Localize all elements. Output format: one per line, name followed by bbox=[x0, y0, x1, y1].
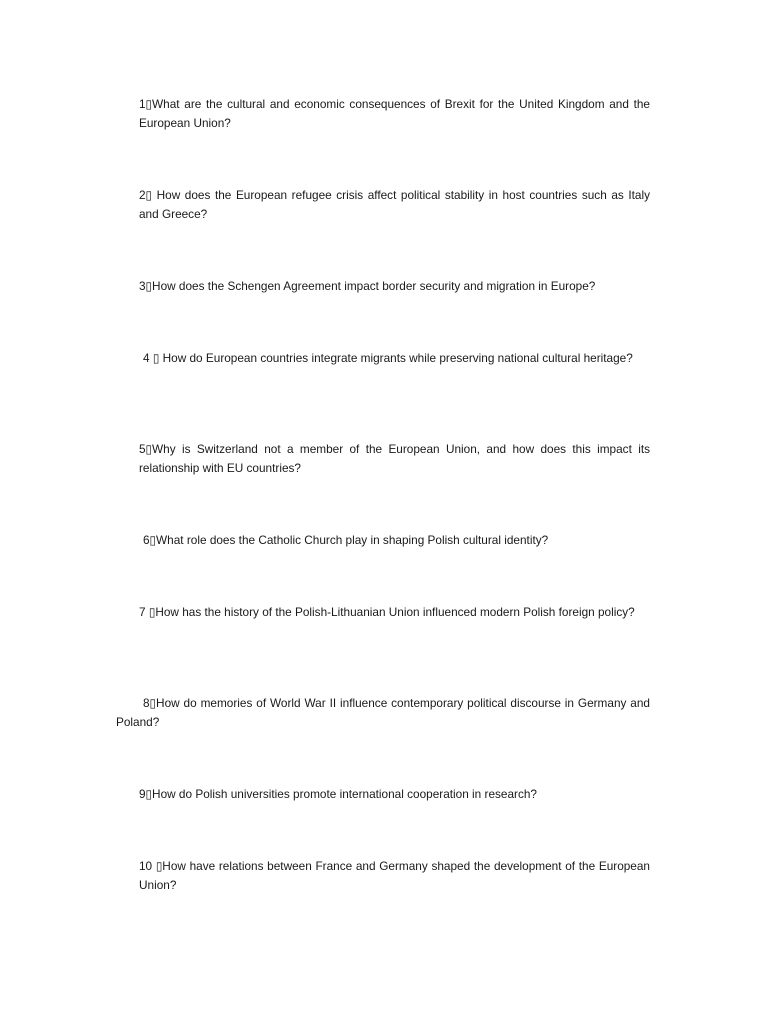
question-1: 1▯What are the cultural and economic consequences of Brexit for the United Kingdom and the European Union? bbox=[139, 97, 650, 130]
question-4: 4 ▯ How do European countries integrate migrants while preserving national cultural heritage? bbox=[143, 351, 633, 365]
question-7: 7 ▯How has the history of the Polish-Lithuanian Union influenced modern Polish foreign policy? bbox=[139, 605, 635, 619]
question-10: 10 ▯How have relations between France and Germany shaped the development of the European Union? bbox=[139, 859, 650, 892]
question-8: 8▯How do memories of World War II influence contemporary political discourse in Germany and Poland? bbox=[116, 696, 650, 729]
question-9: 9▯How do Polish universities promote international cooperation in research? bbox=[139, 787, 537, 801]
question-6: 6▯What role does the Catholic Church play in shaping Polish cultural identity? bbox=[143, 533, 549, 547]
question-5: 5▯Why is Switzerland not a member of the European Union, and how does this impact its relationship with EU countries? bbox=[139, 442, 650, 475]
question-2: 2▯ How does the European refugee crisis affect political stability in host countries such as Italy and Greece? bbox=[139, 188, 650, 221]
question-3: 3▯How does the Schengen Agreement impact border security and migration in Europe? bbox=[139, 279, 596, 293]
